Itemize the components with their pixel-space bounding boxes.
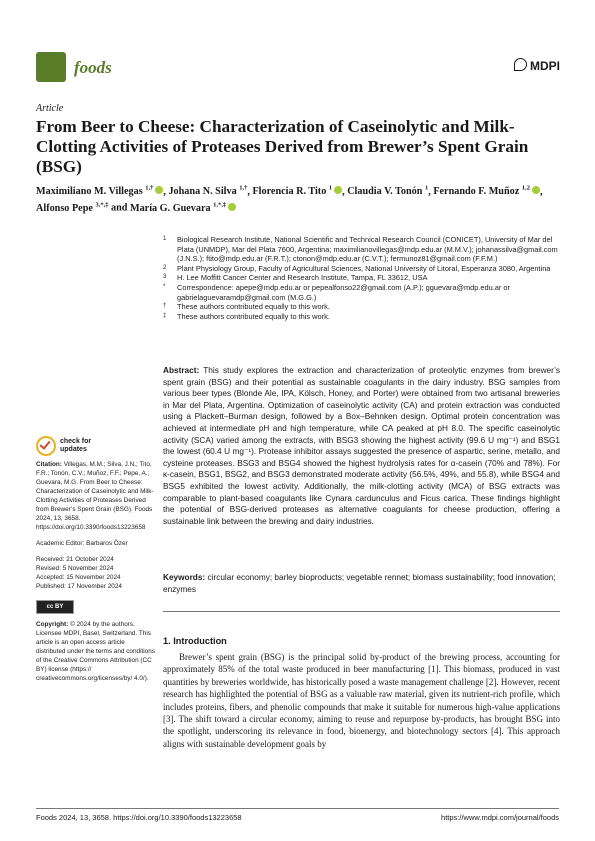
abstract-label: Abstract: (163, 366, 200, 375)
affiliation-1: 1 Biological Research Institute, National Scientific and Technical Research Council (CONICET), University of Mar del Plata (UNMDP), Mar del Plata 7600, Argentina; maximilianovillegas@mdp.edu.ar (M.M.V.); johanassilva@gmail.com (J.N.S.); ftito@mdp.edu.ar (F.R.T.); ctonon@mdp.edu.ar (C.V.T.); fermunoz81@gmail.com (F.F.M.) (163, 235, 558, 264)
paper-title: From Beer to Cheese: Characterization of Caseinolytic and Milk-Clotting Activities of Proteases Derived from Brewer’s Spent Grain (BSG) (36, 117, 529, 176)
divider (163, 611, 560, 612)
journal-name: foods (74, 58, 112, 77)
citation: Citation: Villegas, M.M.; Silva, J.N.; Tito, F.R.; Tonón, C.V.; Muñoz, F.F.; Pepe, A.; Guevara, M.G. From Beer to Cheese: Characterization of Caseinolytic and Milk-Clotting Activities of Proteases Derived from Brewer’s Spent Grain (BSG). Foods 2024, 13, 3658. https://doi.org/10.3390/foods13223658 (36, 461, 154, 531)
published-date: Published: 17 November 2024 (36, 583, 122, 590)
accepted-date: Accepted: 15 November 2024 (36, 574, 121, 581)
journal-logo (36, 52, 66, 82)
author-name: Fernando F. Muñoz $^{1,2}$ (433, 185, 530, 198)
revised-date: Revised: 5 November 2024 (36, 565, 114, 572)
section-heading: 1. Introduction (163, 636, 227, 646)
keywords-text: circular economy; barley bioproducts; vegetable rennet; biomass sustainability; food innovation; enzymes (163, 573, 556, 594)
check-for-updates-button[interactable]: check for updates (36, 436, 156, 456)
article-type: Article (36, 103, 64, 114)
affiliation-2: 2 Plant Physiology Group, Faculty of Agricultural Sciences, National University of Litoral, Esperanza 3080, Argentina (163, 263, 551, 273)
mdpi-icon (514, 58, 527, 71)
author-name: Florencia R. Tito $^1$ (252, 185, 333, 198)
equal-contribution-1: † These authors contributed equally to this work. (163, 302, 330, 312)
intro-paragraph: Brewer’s spent grain (BSG) is the principal solid by-product of the brewing process, accounting for approximately 85% of the total waste produced in beer manufacturing [1]. This biomass, produced in vast quantities by breweries worldwide, has historically posed a waste management challenge [2]. However, recent research has highlighted the potential of BSG as a valuable raw material, given its nutrient-rich profile, which includes proteins, fibers, and phenolic compounds that make it suitable for numerous high-value applications [3]. The shift toward a circular economy, aiming to reuse and repurpose by-products, has brought BSG into the spotlight, underscoring its relevance in food, bioenergy, and biotechnology sectors [4]. This approach aligns with sustainable development goals by (163, 652, 560, 749)
author-name: María G. Guevara $^{1,*,\ddagger}$ (129, 201, 227, 214)
academic-editor: Academic Editor: Barbaros Özer (36, 540, 128, 547)
abstract (163, 365, 560, 527)
affiliations (163, 235, 563, 321)
keywords-label: Keywords: (163, 573, 206, 582)
journal-url-link[interactable]: https://www.mdpi.com/journal/foods (441, 813, 559, 822)
correspondence: * Correspondence: apepe@mdp.edu.ar or pepealfonso22@gmail.com (A.P.); gguevara@mdp.edu.ar or gabrielaguevaramdp@gmail.com (M.G.G.) (163, 282, 510, 302)
orcid-icon[interactable] (532, 186, 540, 194)
abstract-text: This study explores the extraction and characterization of proteolytic enzymes from brewer’s spent grain (BSG) and their potential as sustainable coagulants in the dairy industry. BSG samples from various beer types (Blonde Ale, IPA, Kölsch, Honey, and Porter) were obtained from two artisanal breweries in Mar del Plata, Argentina. Optimization of caseinolytic activity (CA) and protein extraction was conducted using a Plackett–Burman design, followed by a Box–Behnken design. Optimal protein concentration was achieved at intermediate pH and high temperature, while CA peaked at pH 8.0. The specific caseinolytic activity (SCA) varied among the extracts, with BSG3 showing the highest activity (99.6 U mg⁻¹) and BSG1 the lowest (60.4 U mg⁻¹). Protease inhibitor assays suggested the presence of aspartic, serine, metallo, and cysteine proteases. BSG3 and BSG4 showed the highest hydrolysis rates for α-casein (70% and 78%). For κ-casein, BSG1, BSG2, and BSG3 demonstrated moderate activity (56.5%, 49%, and 55.8), while BSG4 and BSG5 exhibited the lowest activity. Additionally, the milk-clotting activity (MCA) of BSG extracts was comparable to plant-based coagulants like Cynara cardunculus and Ficus carica. These findings highlight the potential of BSG-derived proteases as alternative coagulants for cheese production, offering a sustainable link between the brewing and dairy industries. (163, 366, 560, 526)
affiliation-3: 3 H. Lee Moffitt Cancer Center and Research Institute, Tampa, FL 33612, USA (163, 273, 428, 283)
orcid-icon[interactable] (155, 186, 163, 194)
check-updates-icon (36, 436, 56, 456)
author-name: Claudia V. Tonón $^1$ (347, 185, 429, 198)
sidebar (36, 436, 156, 683)
keywords (163, 572, 560, 595)
author-list: Maximiliano M. Villegas $^{1,\dagger}$ , Johana N. Silva $^{1,\dagger}$, Florencia R. Tito $^1$ , Claudia V. Tonón $^1$, Fernando F. Muñoz $^{1,2}$ , Alfonso Pepe $^{3,*,\ddagger}$ and María G. Guevara $^{1,*,\ddagger}$ (36, 185, 543, 214)
publisher-name: MDPI (530, 59, 560, 73)
cc-license-icon[interactable]: cc BY (36, 600, 74, 614)
orcid-icon[interactable] (334, 186, 342, 194)
copyright: Copyright: © 2024 by the authors. Licensee MDPI, Basel, Switzerland. This article is an open access article distributed under the terms and conditions of the Creative Commons Attribution (CC BY) license (https:// creativecommons.org/licenses/by/ 4.0/). (36, 621, 156, 682)
equal-contribution-2: ‡ These authors contributed equally to this work. (163, 311, 330, 321)
author-name: Alfonso Pepe $^{3,*,\ddagger}$ (36, 201, 109, 214)
received-date: Received: 21 October 2024 (36, 556, 114, 563)
publisher-logo (514, 58, 560, 73)
author-name: Johana N. Silva $^{1,\dagger}$ (168, 185, 248, 198)
footer-citation: Foods 2024, 13, 3658. https://doi.org/10.3390/foods13223658 (36, 813, 242, 822)
author-name: Maximiliano M. Villegas $^{1,\dagger}$ (36, 185, 154, 198)
footer-divider (36, 808, 559, 809)
orcid-icon[interactable] (228, 203, 236, 211)
